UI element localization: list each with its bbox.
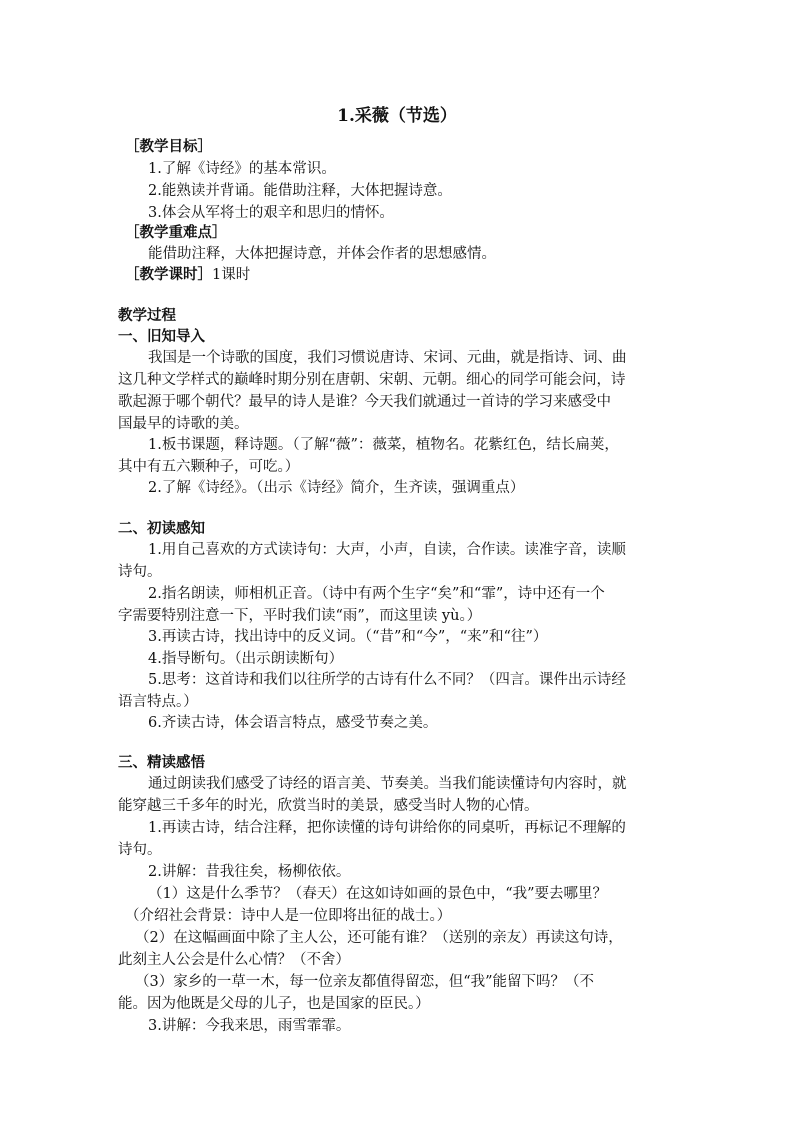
paragraph-line: 1.板书课题，释诗题。（了解“薇”：薇菜，植物名。花紫红色，结长扁荚， xyxy=(148,437,619,453)
process-heading: 教学过程 xyxy=(118,307,176,324)
paragraph-line: 诗句。 xyxy=(118,564,162,580)
section-heading: 三、精读感悟 xyxy=(118,754,205,771)
class-hours-value: 1课时 xyxy=(212,267,251,283)
paragraph-line: 2.指名朗读，师相机正音。（诗中有两个生字“矣”和“霏”，诗中还有一个 xyxy=(148,586,605,602)
paragraph-line: 2.了解《诗经》。（出示《诗经》简介，生齐读，强调重点） xyxy=(148,480,525,496)
paragraph-line: 能。因为他既是父母的儿子，也是国家的臣民。） xyxy=(118,996,430,1012)
paragraph-line: 歌起源于哪个朝代？最早的诗人是谁？今天我们就通过一首诗的学习来感受中 xyxy=(118,394,611,410)
paragraph-line: 国最早的诗歌的美。 xyxy=(118,416,249,432)
paragraph-line: 此刻主人公会是什么心情？（不舍） xyxy=(118,952,350,968)
paragraph-line: （介绍社会背景：诗中人是一位即将出征的战士。） xyxy=(125,908,452,924)
paragraph-line: 5.思考：这首诗和我们以往所学的古诗有什么不同？（四言。课件出示诗经 xyxy=(148,672,626,688)
paragraph-line: 诗句。 xyxy=(118,842,162,858)
document-title: 1.采薇（节选） xyxy=(337,106,457,126)
paragraph-line: 我国是一个诗歌的国度，我们习惯说唐诗、宋词、元曲，就是指诗、词、曲 xyxy=(148,350,627,366)
class-hours xyxy=(125,264,685,286)
paragraph-line: 1.用自己喜欢的方式读诗句：大声，小声，自读，合作读。读准字音，读顺 xyxy=(148,542,626,558)
paragraph-line: （2）在这幅画面中除了主人公，还可能有谁？（送别的亲友）再读这句诗， xyxy=(135,930,623,946)
paragraph-line: 4.指导断句。（出示朗读断句） xyxy=(148,651,344,667)
paragraph-line: 2.讲解：昔我往矣，杨柳依依。 xyxy=(148,864,351,880)
objectives-heading: ［教学目标］ xyxy=(125,138,212,155)
paragraph-line: 能穿越三千多年的时光，欣赏当时的美景，感受当时人物的心情。 xyxy=(118,798,539,814)
objective-item: 3.体会从军将士的艰辛和思归的情怀。 xyxy=(148,205,394,221)
key-points-text: 能借助注释，大体把握诗意，并体会作者的思想感情。 xyxy=(148,246,496,262)
class-hours-label: ［教学课时］ xyxy=(125,266,212,283)
paragraph-line: （3）家乡的一草一木，每一位亲友都值得留恋，但“我”能留下吗？（不 xyxy=(135,974,595,990)
section-heading: 二、初读感知 xyxy=(118,520,205,537)
paragraph-line: 3.讲解：今我来思，雨雪霏霏。 xyxy=(148,1018,351,1034)
paragraph-line: 这几种文学样式的巅峰时期分别在唐朝、宋朝、元朝。细心的同学可能会问，诗 xyxy=(118,372,626,388)
objective-item: 2.能熟读并背诵。能借助注释，大体把握诗意。 xyxy=(148,183,452,199)
paragraph-line: 通过朗读我们感受了诗经的语言美、节奏美。当我们能读懂诗句内容时，就 xyxy=(148,776,627,792)
section-heading: 一、旧知导入 xyxy=(118,328,205,345)
key-points-heading: ［教学重难点］ xyxy=(125,224,227,241)
objective-item: 1.了解《诗经》的基本常识。 xyxy=(148,161,336,177)
paragraph-line: 1.再读古诗，结合注释，把你读懂的诗句讲给你的同桌听，再标记不理解的 xyxy=(148,820,626,836)
paragraph-line: 3.再读古诗，找出诗中的反义词。（“昔”和“今”，“来”和“往”） xyxy=(148,629,548,645)
paragraph-line: 6.齐读古诗，体会语言特点，感受节奏之美。 xyxy=(148,715,438,731)
paragraph-line: 其中有五六颗种子，可吃。） xyxy=(118,459,300,475)
paragraph-line: 语言特点。） xyxy=(118,694,198,710)
paragraph-line: 字需要特别注意一下，平时我们读“雨”，而这里读 yù。） xyxy=(118,608,482,624)
paragraph-line: （1）这是什么季节？（春天）在这如诗如画的景色中，“我”要去哪里？ xyxy=(148,886,608,902)
